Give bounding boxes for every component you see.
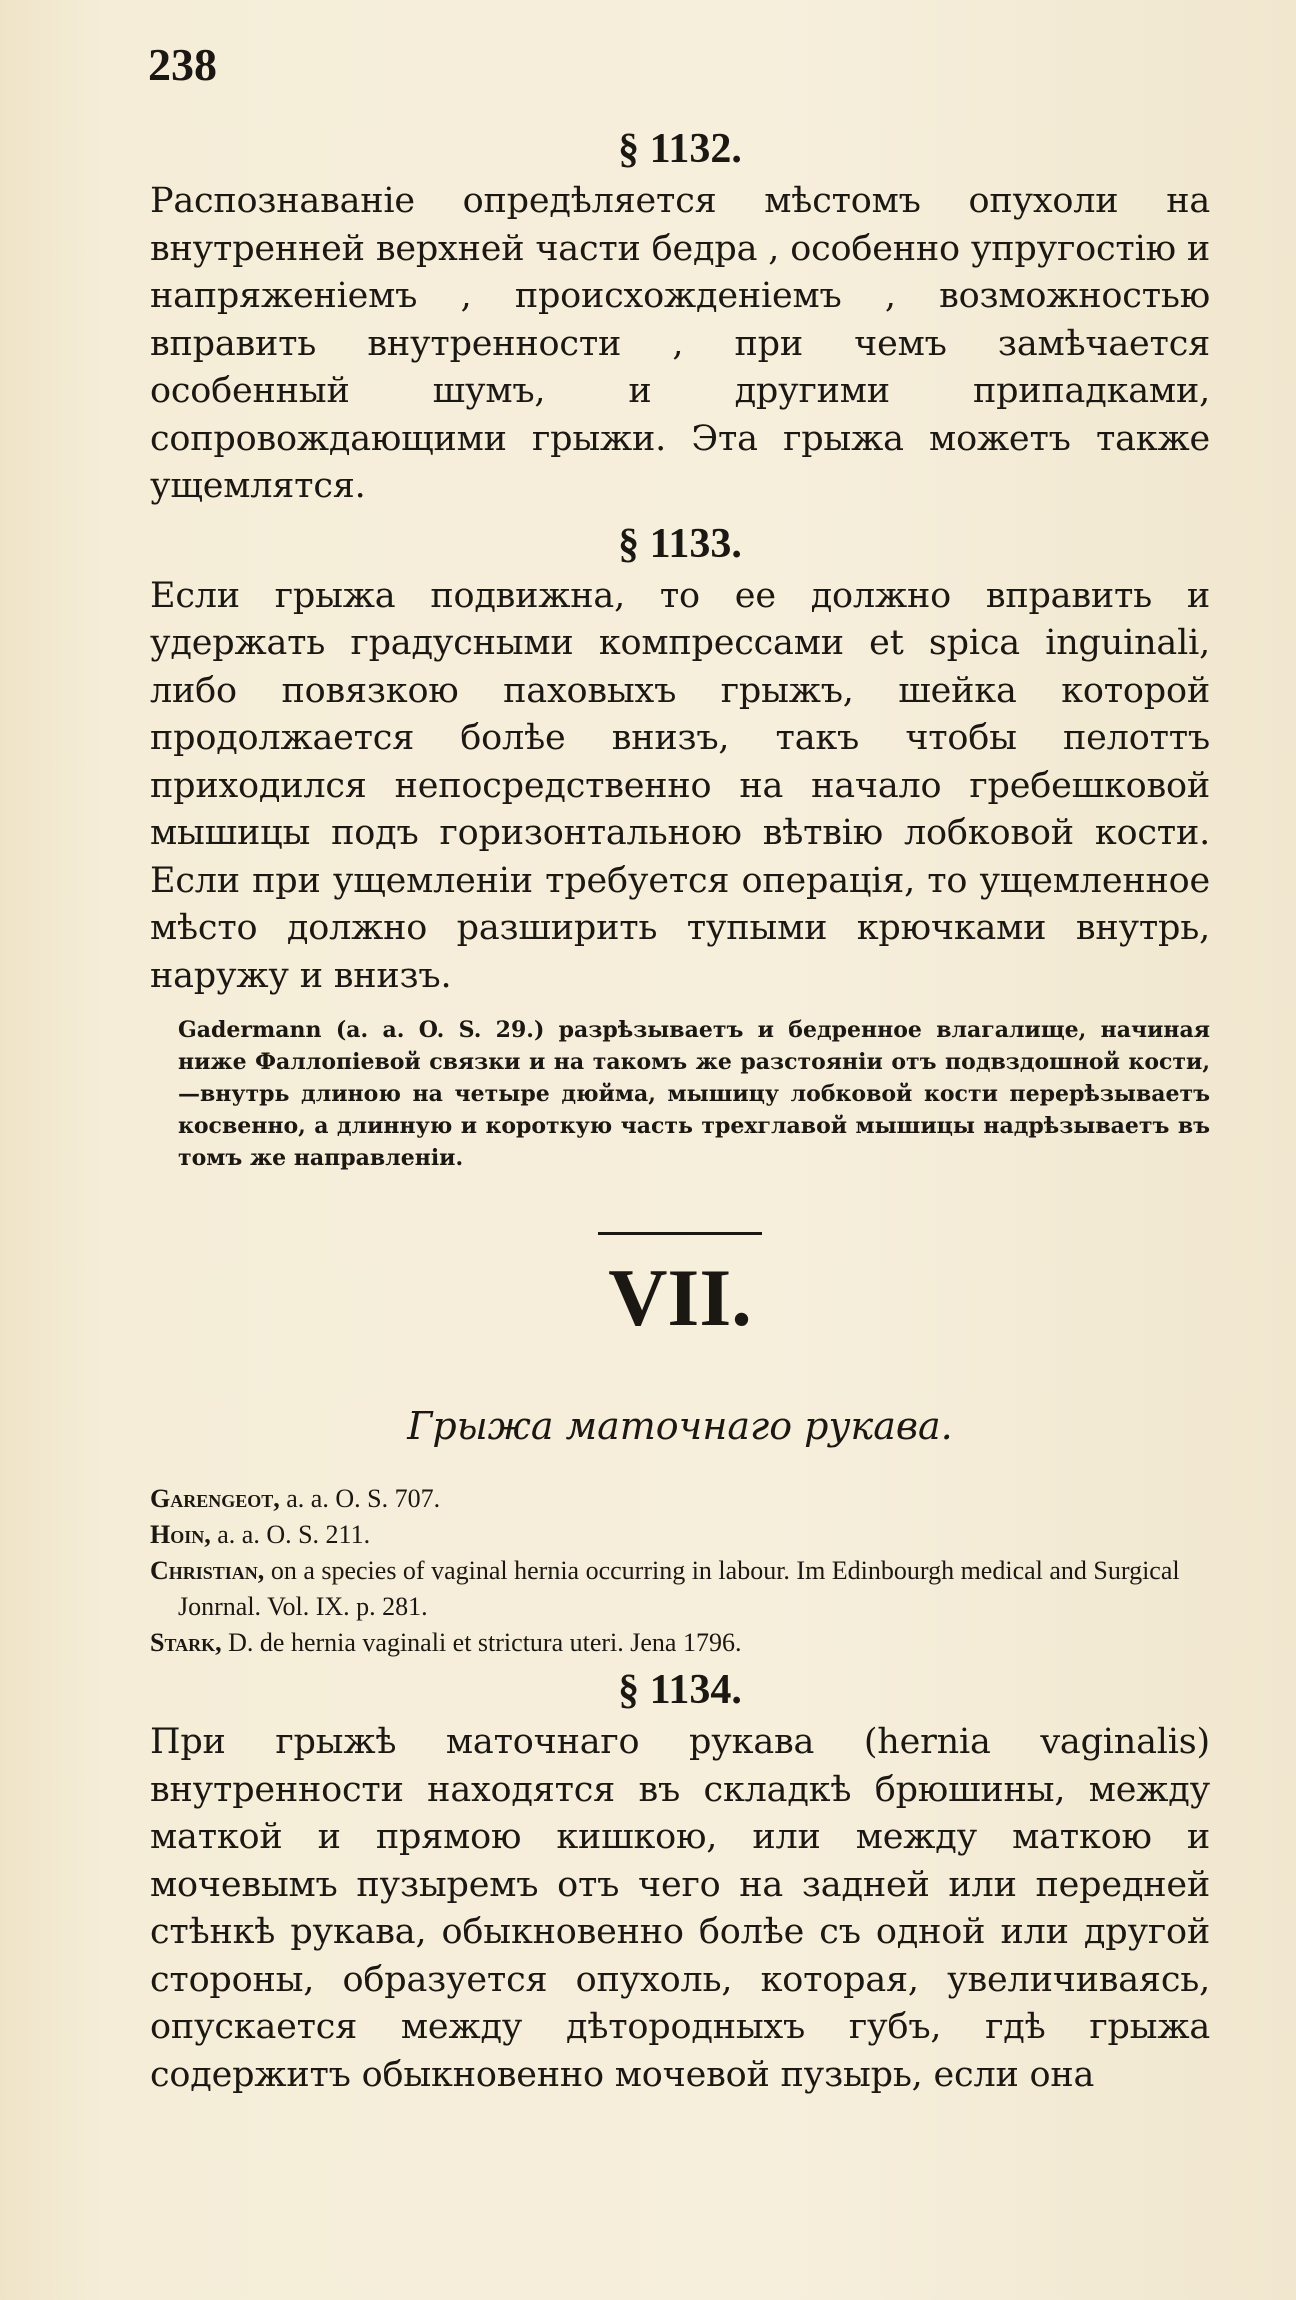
divider-rule (598, 1232, 762, 1235)
page-content (150, 120, 1210, 2099)
reference-item (150, 1625, 1210, 1661)
references-list (150, 1481, 1210, 1661)
section-1133-text: Если грыжа подвижна, то ее должно вправить и удержать градусными компрессами et spica inguinali, либо повязкою паховыхъ грыжъ, шейка которой продолжается болѣе внизъ, такъ чтобы пелоттъ приходился непосредственно на начало гребешковой мышицы подъ горизонтальною вѣтвію лобковой кости. Если при ущемленіи требуется операція, то ущемленное мѣсто должно разширить тупыми крючками внутрь, наружу и внизъ. (150, 575, 1210, 996)
reference-details: on a species of vaginal hernia occurring in labour. Im Edinbourgh medical and Surgical Jonrnal. Vol. IX. p. 281. (178, 1556, 1180, 1621)
reference-details: a. a. O. S. 211. (210, 1520, 371, 1549)
section-heading-1132: § 1132. (618, 126, 742, 172)
reference-item (150, 1517, 1210, 1553)
reference-item (150, 1481, 1210, 1517)
page-number: 238 (148, 39, 217, 90)
section-1134-text: При грыжѣ маточнаго рукава (hernia vaginalis) внутренности находятся въ складкѣ брюшины, между маткой и прямою кишкою, или между маткою и мочевымъ пузыремъ отъ чего на задней или передней стѣнкѣ рукава, обыкновенно болѣе съ одной или другой стороны, образуется опухоль, которая, увеличиваясь, опускается между дѣтородныхъ губъ, гдѣ грыжа содержитъ обыкновенно мочевой пузырь, если она (150, 1722, 1210, 2095)
reference-author: Stark, (150, 1628, 222, 1657)
reference-details: a. a. O. S. 707. (279, 1484, 441, 1513)
reference-author: Garengeot, (150, 1484, 280, 1513)
reference-item (150, 1553, 1210, 1625)
chapter-title: Грыжа маточнаго рукава. (407, 1404, 953, 1448)
reference-author: Christian, (150, 1556, 265, 1585)
section-heading-1133: § 1133. (618, 520, 742, 567)
chapter-numeral: VII. (608, 1252, 752, 1343)
section-1132-text: Распознаваніе опредѣляется мѣстомъ опухоли на внутренней верхней части бедра , особенно упругостію и напряженіемъ , происхожденіемъ , возможностью вправить внутренности , при чемъ замѣчается особенный шумъ, и другими припадками, сопровождающими грыжи. Эта грыжа можетъ также ущемлятся. (150, 181, 1210, 506)
section-1133-footnote: Gadermann (а. а. O. S. 29.) разрѣзываетъ и бедренное влагалище, начиная ниже Фаллопіевой связки и на такомъ же разстояніи отъ подвздошной кости,—внутрь длиною на четыре дюйма, мышицу лобковой кости перерѣзываетъ косвенно, а длинную и короткую часть трехглавой мышицы надрѣзываетъ въ томъ же направленіи. (178, 1017, 1210, 1171)
reference-details: D. de hernia vaginali et strictura uteri. Jena 1796. (221, 1628, 742, 1657)
section-heading-1134: § 1134. (618, 1667, 742, 1713)
reference-author: Hoin, (150, 1520, 211, 1549)
